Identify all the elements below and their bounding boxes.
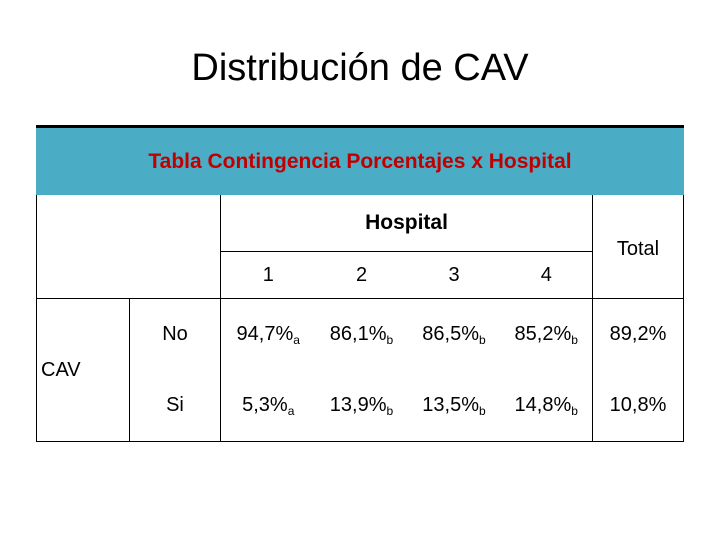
table-cell: $86,1\%_b$ bbox=[316, 299, 408, 371]
hospital-number: 3 bbox=[448, 263, 460, 286]
total-header-cell bbox=[593, 195, 684, 299]
hospital-number: 1 bbox=[221, 252, 316, 299]
hospital-number: 4 bbox=[540, 263, 552, 286]
table-cell: $86,5\%_b$ bbox=[408, 299, 501, 371]
row-label: No bbox=[130, 299, 221, 371]
table-cell: $5,3\%_a$ bbox=[221, 370, 316, 442]
table-cell: $14,8\%_b$ bbox=[514, 393, 578, 418]
table-cell: $85,2\%_b$ bbox=[501, 299, 593, 371]
table-cell: $94,7\%_a$ bbox=[221, 299, 316, 371]
table-row bbox=[37, 299, 684, 371]
total-cell: 89,2% bbox=[593, 299, 684, 371]
corner-cell bbox=[37, 195, 221, 299]
hospital-number: 2 bbox=[355, 263, 368, 286]
total-header: Total bbox=[616, 238, 660, 260]
hospital-header-cell bbox=[221, 195, 593, 252]
table-row bbox=[37, 370, 684, 442]
table-caption: Tabla Contingencia Porcentajes x Hospital bbox=[148, 149, 572, 173]
total-cell: 10,8% bbox=[593, 370, 684, 442]
table-cell: $13,9\%_b$ bbox=[329, 393, 394, 418]
row-variable-label: CAV bbox=[37, 299, 130, 442]
contingency-table bbox=[36, 195, 684, 442]
slide-title: Distribución de CAV bbox=[191, 47, 529, 89]
hospital-header: Hospital bbox=[365, 211, 448, 234]
table-caption-banner bbox=[36, 125, 684, 195]
table-cell: $13,5\%_b$ bbox=[422, 393, 486, 418]
row-label: Si bbox=[130, 370, 221, 442]
